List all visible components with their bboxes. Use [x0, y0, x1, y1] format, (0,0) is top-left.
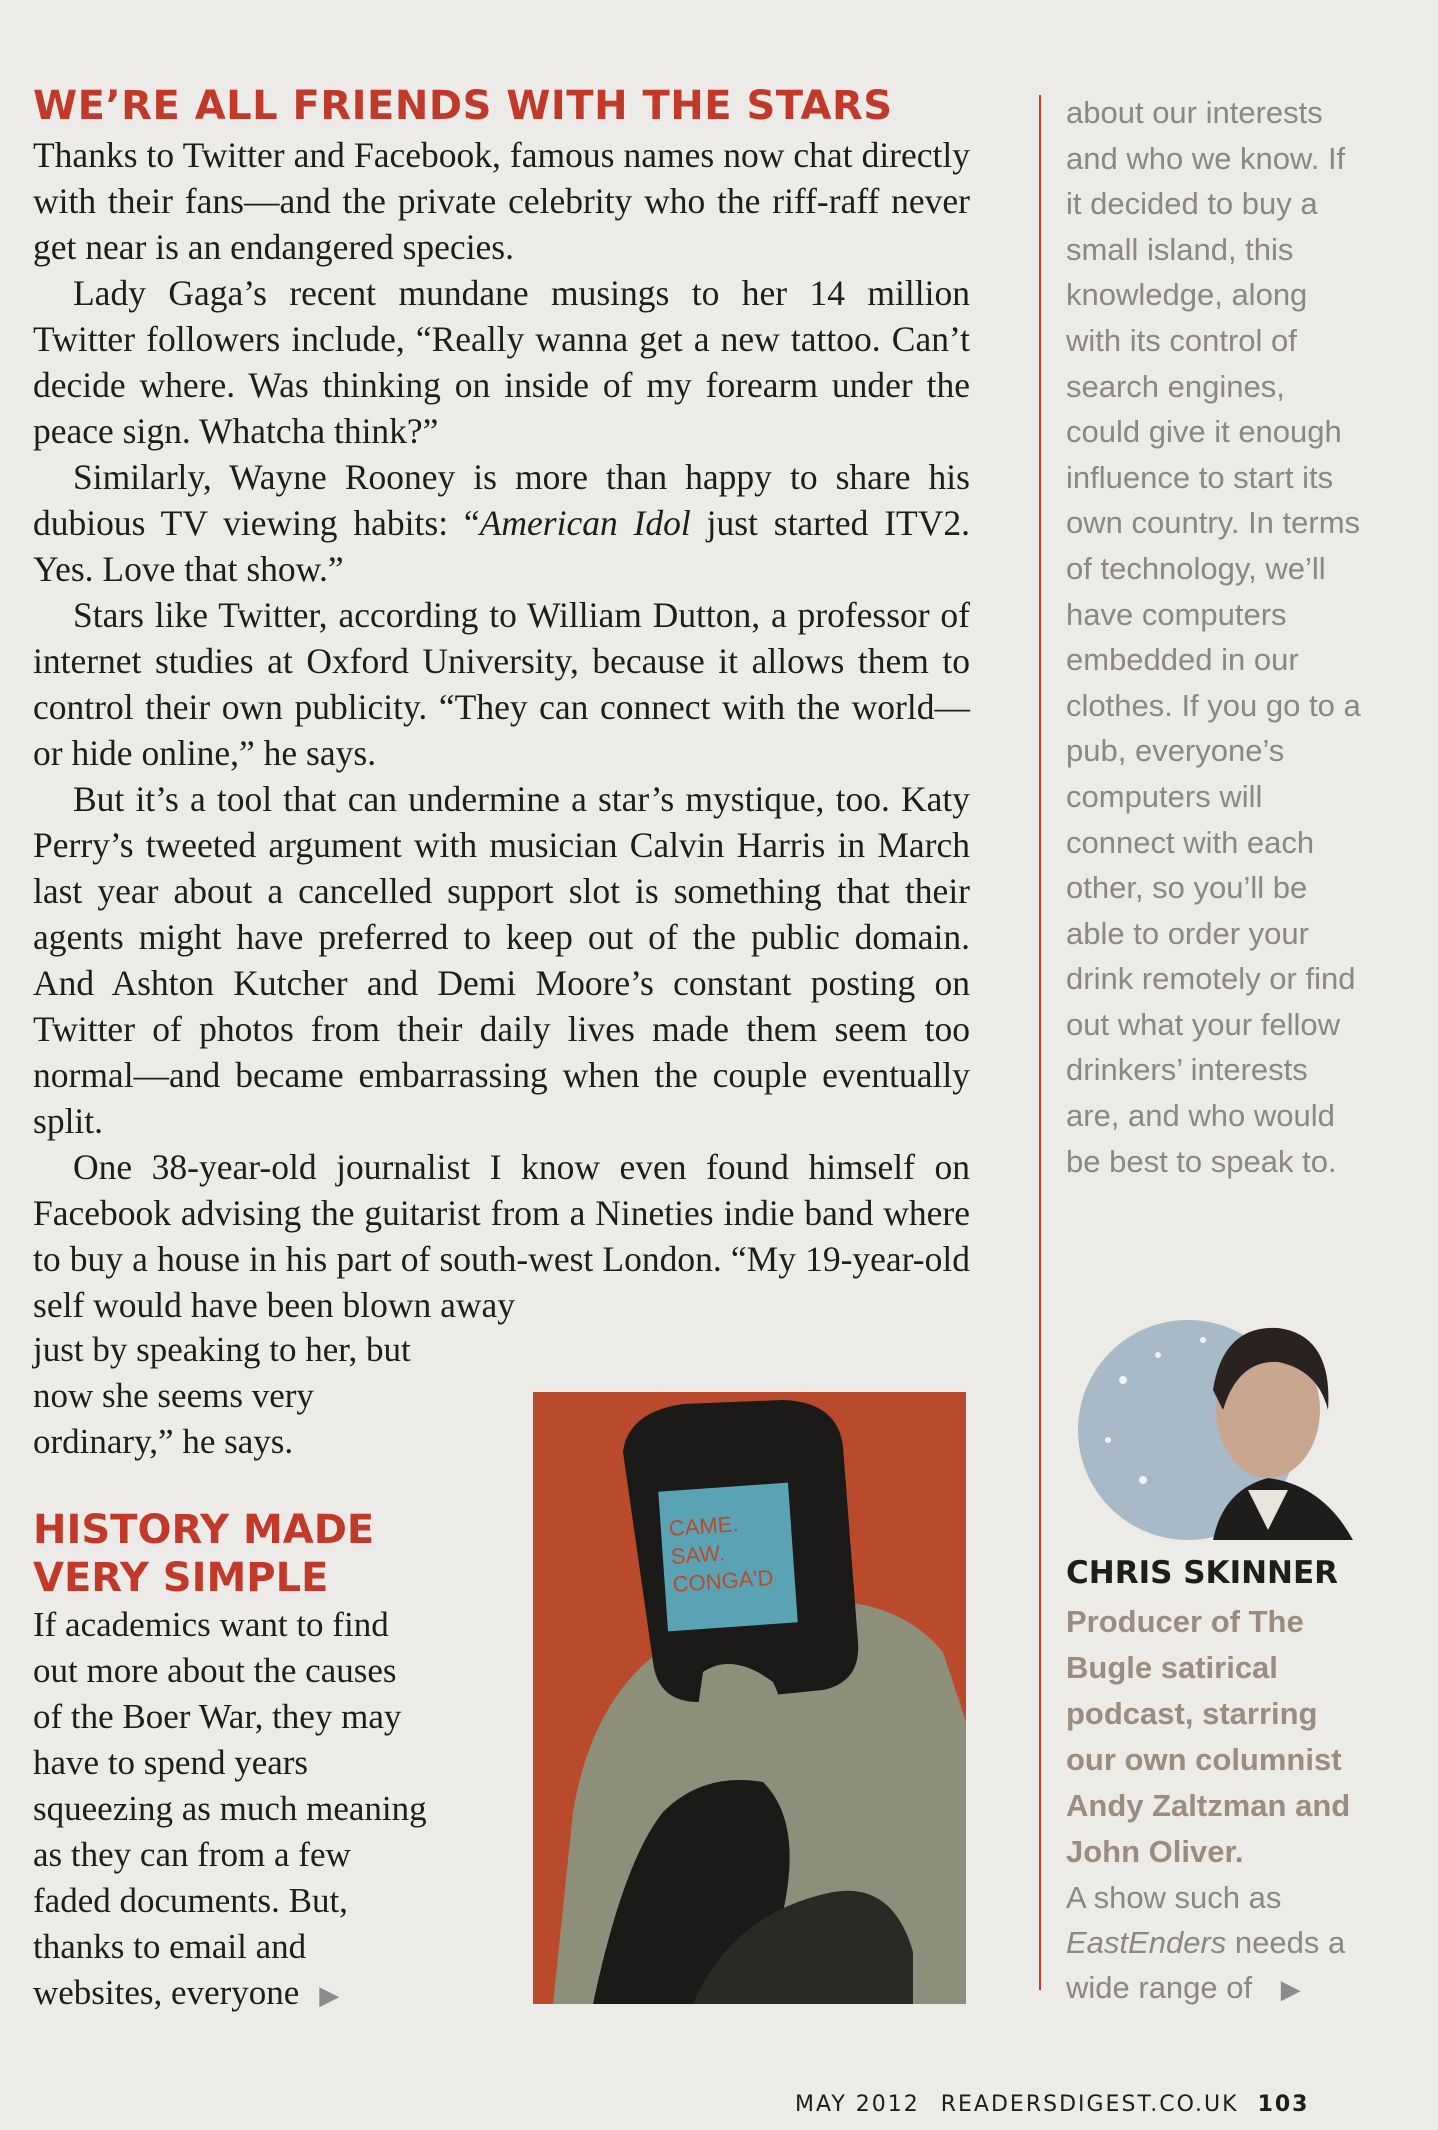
- paragraph-intro: Thanks to Twitter and Facebook, famous names now chat directly with their fans—and the private celebrity who the riff-raff never get near is an endangered species.: [33, 135, 970, 267]
- page-number: 103: [1257, 2092, 1310, 2117]
- sidebar-cont-start: A show such as: [1066, 1880, 1282, 1915]
- paragraph-mystique: But it’s a tool that can undermine a star’s mystique, too. Katy Perry’s tweeted argument with musician Calvin Harris in March last year about a cancelled support slot is something that their agents might have preferred to keep out of the public domain. And Ashton Kutcher and Demi Moore’s constant posting on Twitter of photos from their daily lives made them seem too normal—and became embarrassing when the couple eventually split.: [33, 779, 970, 1141]
- rooney-text-end: just started ITV2. Yes. Love that show.”: [33, 503, 971, 589]
- sidebar-cont-end: needs a wide range of: [1066, 1925, 1346, 2005]
- contributor-description: Producer of The Bugle satirical podcast, starring our own columnist Andy Zaltzman and John Oliver.: [1066, 1604, 1351, 1869]
- avatar: [1063, 1300, 1363, 1550]
- paragraph-dutton: Stars like Twitter, according to William Dutton, a professor of internet studies at Oxford University, because it allows them to control their own publicity. “They can connect with the world—or hide online,” he says.: [33, 595, 970, 773]
- paragraph-wayne-rooney: [33, 454, 970, 592]
- footer-website: READERSDIGEST.CO.UK: [940, 2092, 1239, 2117]
- paragraph-history: [33, 1602, 433, 2019]
- phone-screen-line-2: SAW.: [669, 1540, 726, 1569]
- rooney-show-title: American Idol: [479, 503, 691, 543]
- footer-issue-date: MAY 2012: [795, 2092, 920, 2117]
- sidebar-column: [1066, 90, 1366, 1184]
- sidebar-continuation: [1066, 1875, 1366, 2012]
- phone-hand-graphic: [533, 1392, 966, 2004]
- rooney-text-start: Similarly, Wayne Rooney is more than happy to share his dubious TV viewing habits: “: [33, 457, 970, 543]
- sidebar-continue-arrow-icon: ▶: [1280, 1974, 1301, 2004]
- section-headline-stars: WE’RE ALL FRIENDS WITH THE STARS: [33, 83, 893, 129]
- article-continuation: [33, 1327, 433, 1465]
- column-divider: [1039, 95, 1041, 1990]
- continue-arrow-icon: ▶: [319, 1981, 340, 2010]
- history-article-text: [33, 1602, 433, 2019]
- paragraph-journalist-continued: just by speaking to her, but now she seems very ordinary,” he says.: [33, 1330, 411, 1461]
- page-footer: [795, 2092, 1310, 2117]
- section-headline-history: HISTORY MADE VERY SIMPLE: [33, 1507, 375, 1601]
- phone-screen-line-1: CAME.: [667, 1511, 740, 1542]
- contributor-portrait: [1063, 1300, 1363, 1550]
- phone-illustration: [533, 1392, 966, 2004]
- sidebar-show-title: EastEnders: [1066, 1925, 1227, 1960]
- phone-screen-line-3: CONGA'D: [671, 1564, 775, 1597]
- main-article-column: [33, 80, 970, 1328]
- paragraph-journalist: One 38-year-old journalist I know even found himself on Facebook advising the guitarist from a Nineties indie band where to buy a house in his part of south-west London. “My 19-year-old self would have been blown away: [33, 1147, 970, 1325]
- history-text: If academics want to find out more about the causes of the Boer War, they may have to spend years squeezing as much meaning as they can from a few faded documents. But, thanks to email and websites, everyone: [33, 1605, 427, 2012]
- sidebar-quote-text: about our interests and who we know. If it decided to buy a small island, this knowledge, along with its control of search engines, could give it enough influence to start its own country. In terms of technology, we’ll have computers embedded in our clothes. If you go to a pub, everyone’s computers will connect with each other, so you’ll be able to order your drink remotely or find out what your fellow drinkers’ interests are, and who would be best to speak to.: [1066, 95, 1361, 1179]
- paragraph-lady-gaga: Lady Gaga’s recent mundane musings to her 14 million Twitter followers include, “Really wanna get a new tattoo. Can’t decide where. Was thinking on inside of my forearm under the peace sign. Whatcha think?”: [33, 273, 970, 451]
- contributor-name: CHRIS SKINNER: [1066, 1555, 1339, 1591]
